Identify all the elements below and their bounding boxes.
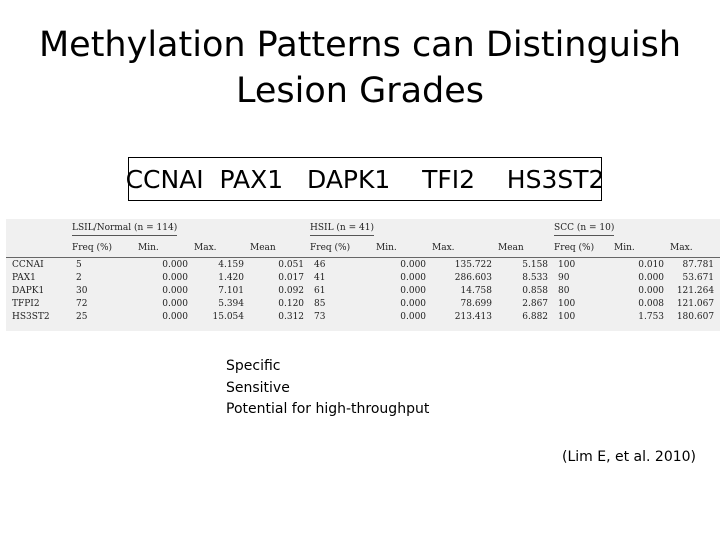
group-scc: SCC (n = 10) <box>554 223 614 236</box>
cell: 90 <box>558 272 570 283</box>
cell: 7.101 <box>218 285 244 296</box>
cell: 30 <box>76 285 88 296</box>
cell: 46 <box>314 259 326 270</box>
gene-name: PAX1 <box>12 272 36 283</box>
cell: 2.867 <box>522 298 549 309</box>
gene-name: DAPK1 <box>12 285 45 296</box>
cell: 0.000 <box>400 259 427 270</box>
cell: 1.420 <box>218 272 244 283</box>
methylation-table <box>6 219 720 323</box>
cell: 0.000 <box>162 285 188 296</box>
gene-name: TFPI2 <box>12 298 40 309</box>
slide-title <box>0 22 720 114</box>
cell: 0.858 <box>522 285 549 296</box>
col-min: Min. <box>376 243 397 253</box>
col-max: Max. <box>670 243 693 253</box>
cell: 85 <box>314 298 326 309</box>
cell: 5 <box>76 259 82 270</box>
col-max: Max. <box>194 243 217 253</box>
cell: 14.758 <box>460 285 493 296</box>
table-row <box>6 297 720 310</box>
note-specific: Specific <box>226 358 281 374</box>
title-line-1: Methylation Patterns can Distinguish <box>38 25 682 65</box>
col-freq: Freq (%) <box>310 243 351 253</box>
cell: 0.120 <box>278 298 305 309</box>
cell: 0.000 <box>400 285 427 296</box>
cell: 25 <box>76 311 88 322</box>
col-freq: Freq (%) <box>554 243 595 253</box>
cell: 1.753 <box>638 311 665 322</box>
table-group-header <box>6 219 720 239</box>
cell: 0.008 <box>638 298 665 309</box>
cell: 213.413 <box>454 311 493 322</box>
cell: 180.607 <box>676 311 715 322</box>
note-throughput: Potential for high-throughput <box>226 401 430 417</box>
cell: 100 <box>558 298 576 309</box>
cell: 0.000 <box>162 311 188 322</box>
cell: 87.781 <box>682 259 715 270</box>
cell: 80 <box>558 285 570 296</box>
cell: 6.882 <box>522 311 549 322</box>
cell: 72 <box>76 298 88 309</box>
cell: 4.159 <box>218 259 244 270</box>
note-sensitive: Sensitive <box>226 379 290 396</box>
cell: 0.000 <box>162 298 188 309</box>
cell: 0.000 <box>400 298 427 309</box>
cell: 61 <box>314 285 326 296</box>
cell: 121.264 <box>676 285 715 296</box>
gene-list-box: CCNAI PAX1 DAPK1 TFI2 HS3ST2 <box>128 157 602 201</box>
table-sub-header <box>6 239 720 258</box>
table-row <box>6 258 720 272</box>
cell: 8.533 <box>522 272 549 283</box>
gene-name: HS3ST2 <box>12 311 50 322</box>
cell: 0.017 <box>278 272 305 283</box>
cell: 78.699 <box>460 298 493 309</box>
table-row <box>6 310 720 323</box>
citation: (Lim E, et al. 2010) <box>562 449 696 465</box>
table-row <box>6 271 720 284</box>
cell: 0.051 <box>278 259 305 270</box>
col-freq: Freq (%) <box>72 243 113 253</box>
cell: 100 <box>558 259 576 270</box>
cell: 0.000 <box>400 272 427 283</box>
group-hsil: HSIL (n = 41) <box>310 223 374 236</box>
gene-name: CCNAI <box>12 259 44 270</box>
col-min: Min. <box>614 243 635 253</box>
cell: 0.000 <box>162 259 188 270</box>
col-mean: Mean <box>498 243 524 253</box>
cell: 0.000 <box>638 285 665 296</box>
cell: 135.722 <box>454 259 493 270</box>
group-lsil: LSIL/Normal (n = 114) <box>72 223 177 236</box>
cell: 0.000 <box>638 272 665 283</box>
cell: 5.394 <box>218 298 244 309</box>
cell: 15.054 <box>212 311 244 322</box>
cell: 0.010 <box>638 259 665 270</box>
cell: 41 <box>314 272 326 283</box>
cell: 73 <box>314 311 326 322</box>
col-max: Max. <box>432 243 455 253</box>
title-line-2: Lesion Grades <box>235 71 485 111</box>
methylation-table-image <box>6 219 720 331</box>
cell: 2 <box>76 272 82 283</box>
cell: 5.158 <box>522 259 549 270</box>
table-row <box>6 284 720 297</box>
notes-list <box>226 356 429 421</box>
col-mean: Mean <box>250 243 276 253</box>
cell: 121.067 <box>676 298 715 309</box>
col-min: Min. <box>138 243 159 253</box>
cell: 0.000 <box>400 311 427 322</box>
cell: 0.312 <box>278 311 305 322</box>
cell: 0.000 <box>162 272 188 283</box>
cell: 53.671 <box>682 272 715 283</box>
cell: 286.603 <box>454 272 493 283</box>
cell: 0.092 <box>278 285 305 296</box>
cell: 100 <box>558 311 576 322</box>
